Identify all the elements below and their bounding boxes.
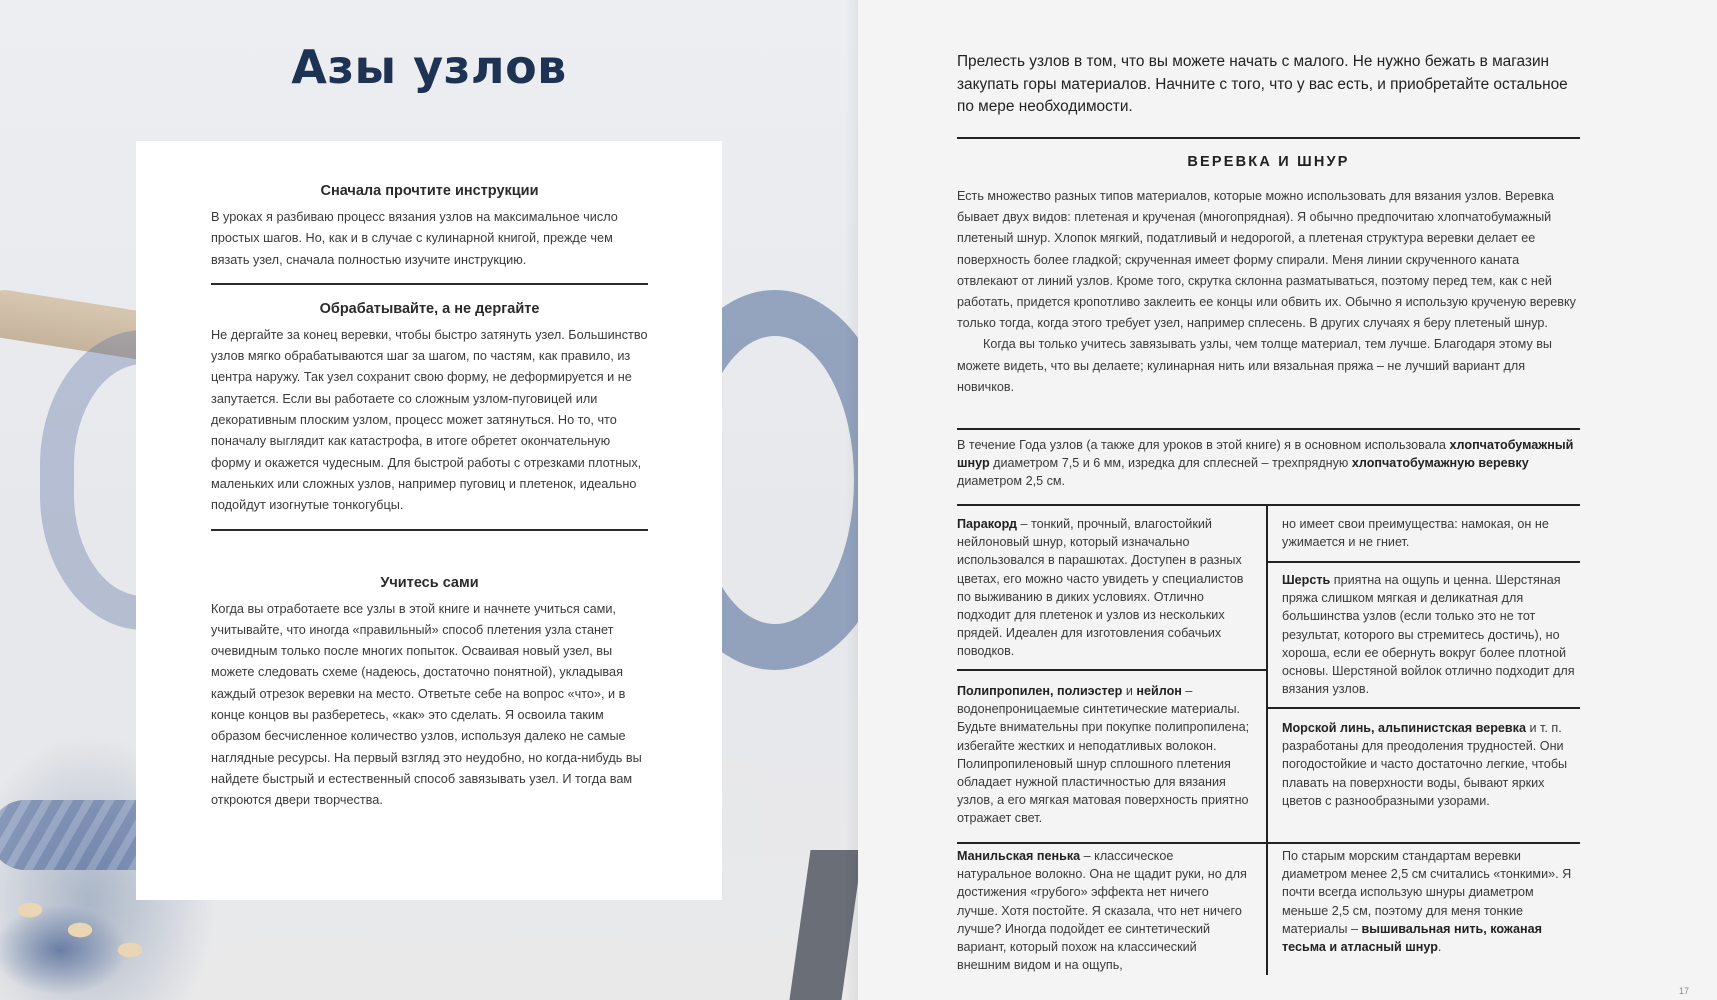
intro-paragraph: Прелесть узлов в том, что вы можете начать с малого. Не нужно бежать в магазин закупать горы материалов. Начните с того, что у вас есть, и приобретайте остальное по мере необходимости. bbox=[957, 53, 1568, 115]
materials-note: В течение Года узлов (а также для уроков в этой книге) я в основном использовала хлопчатобумажный шнур диаметром 7,5 и 6 мм, изредка для сплесней – трехпрядную хлопчатобумажную веревку диаметром 2,5 см. bbox=[957, 438, 1574, 489]
table-cell-thin-materials: По старым морским стандартам веревки диаметром менее 2,5 см считались «тонкими». Я почти всегда использую шнуры диаметром меньше 2,5 см, поэтому для меня тонкие материалы – вышивальная нить, кожаная тесьма и атласный шнур. bbox=[1282, 849, 1572, 955]
paragraph: Когда вы только учитесь завязывать узлы, чем толще материал, тем лучше. Благодаря этому вы можете видеть, что вы делаете; кулинарная нить или вязальная пряжа – не лучший вариант для новичков. bbox=[957, 337, 1552, 394]
table-rule bbox=[1268, 707, 1580, 709]
table-rule bbox=[1268, 842, 1580, 844]
table-cell-manila: Манильская пенька – классическое натуральное волокно. Она не щадит руки, но для достижения «грубого» эффекта нет ничего лучше. Хотя постойте. Я сказала, что нет ничего лучше? Иногда подойдет ее синтетический вариант, который похож на классический внешним видом и на ощупь, bbox=[957, 849, 1247, 973]
table-cell-wool: Шерсть приятна на ощупь и ценна. Шерстяная пряжа слишком мягкая и деликатная для большинства узлов (если только это не тот результат, которого вы стремитесь достичь), но хороша, если ее обернуть вокруг более плотной основы. Шерстяной войлок отлично подходит для вязания узлов. bbox=[1282, 573, 1575, 697]
divider bbox=[957, 137, 1580, 139]
paragraph: Есть множество разных типов материалов, которые можно использовать для вязания узлов. Веревка бывает двух видов: плетеная и крученая (многопрядная). Я обычно предпочитаю хлопчатобумажный плетеный шнур. Хлопок мягкий, податливый и недорогой, а плетеная структура веревки делает ее поверхность более гладкой; скрученная имеет форму спирали. Меня линии скрученного каната отвлекают от линий узлов. Кроме того, скрутка склонна разматываться, поэтому перед тем, как с ней работать, придется кропотливо заклеить ее концы или обвить их. Обычно я использую крученую веревку только тогда, когда этого требует узел, например сплесень. В других случаях я беру плетеный шнур. bbox=[957, 189, 1576, 331]
divider bbox=[211, 529, 648, 531]
divider bbox=[957, 428, 1580, 430]
section-text: Не дергайте за конец веревки, чтобы быстро затянуть узел. Большинство узлов мягко обрабатываются шаг за шагом, по частям, как правило, из центра наружу. Так узел сохранит свою форму, не деформируется и не запутается. Если вы работаете со сложным узлом-пуговицей или декоративным плоским узлом, процесс может затянуться. Но то, что поначалу выглядит как катастрофа, в итоге обретет окончательную форму и окажется чудесным. Для быстрой работы с отрезками плотных, маленьких или сложных узлов, например пуговиц и плетенок, идеально подойдут изогнутые тонкогубцы. bbox=[211, 327, 648, 513]
left-page bbox=[0, 0, 858, 1000]
table-rule bbox=[1268, 561, 1580, 563]
divider bbox=[211, 283, 648, 285]
card-section-learn-yourself bbox=[211, 575, 648, 812]
table-rule bbox=[957, 842, 1266, 844]
instructions-card bbox=[136, 141, 722, 900]
page-title: Азы узлов bbox=[291, 40, 567, 94]
right-page bbox=[858, 0, 1717, 1000]
table-cell-synthetics: Полипропилен, полиэстер и нейлон – водонепроницаемые синтетические материалы. Будьте внимательны при покупке полипропилена; избегайте жестких и неподатливых волокон. Полипропиленовый шнур сплошного плетения обладает нужной пластичностью для вязания узлов, а его мягкая матовая поверхность приятно отражает свет. bbox=[957, 684, 1250, 826]
section-heading: Учитесь сами bbox=[380, 574, 479, 591]
card-section-work-gently bbox=[211, 301, 648, 517]
table-cell-manila-cont: но имеет свои преимущества: намокая, он не ужимается и не гниет. bbox=[1282, 517, 1549, 550]
table-rule bbox=[957, 669, 1266, 671]
table-column-divider bbox=[1266, 504, 1268, 975]
body-text bbox=[957, 186, 1583, 398]
card-section-read-first bbox=[211, 183, 648, 271]
section-text: Когда вы отработаете все узлы в этой книге и начнете учиться сами, учитывайте, что иногда «правильный» способ плетения узла станет очевидным только после многих попыток. Осваивая новый узел, вы можете следовать схеме (надеюсь, достаточно понятной), укладывая каждый отрезок веревки на место. Ответьте себе на вопрос «что», и в конце концов вы разберетесь, «как» это сделать. Я освоила таким образом бесчисленное количество узлов, используя далеко не самые наглядные ресурсы. На первый взгляд это неудобно, но когда-нибудь вы найдете быстрый и естественный способ завязывать узел. И тогда вам откроются двери творчества. bbox=[211, 601, 642, 808]
section-text: В уроках я разбиваю процесс вязания узлов на максимальное число простых шагов. Но, как и в случае с кулинарной книгой, прежде чем вязать узел, сначала полностью изучите инструкцию. bbox=[211, 210, 618, 267]
table-cell-paracord: Паракорд – тонкий, прочный, влагостойкий нейлоновый шнур, который изначально использовался в парашютах. Доступен в разных цветах, его можно часто увидеть у специалистов по выживанию в диких условиях. Отлично подходит для плетенок и узлов из нескольких прядей. Идеален для изготовления собачьих поводков. bbox=[957, 517, 1244, 659]
page-number: 17 bbox=[1678, 986, 1689, 996]
table-cell-marine-line: Морской линь, альпинистская веревка и т. п. разработаны для преодоления трудностей. Они погодостойкие и часто достаточно легкие, чтобы плавать на поверхности воды, бывают ярких цветов с разнообразными узорами. bbox=[1282, 721, 1568, 808]
section-heading: Сначала прочтите инструкции bbox=[320, 183, 539, 199]
section-heading: Обрабатывайте, а не дергайте bbox=[319, 300, 540, 317]
section-title: ВЕРЕВКА И ШНУР bbox=[1187, 154, 1350, 170]
divider bbox=[957, 504, 1580, 506]
